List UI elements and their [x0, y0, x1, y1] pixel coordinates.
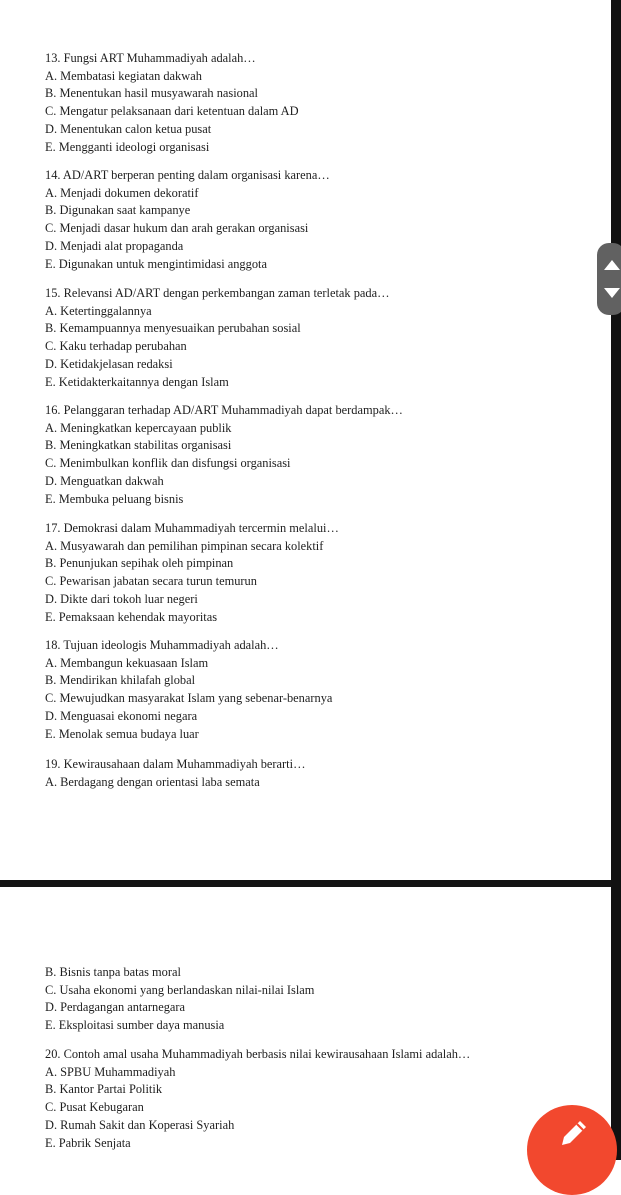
option-e: E. Digunakan untuk mengintimidasi anggota	[45, 256, 267, 271]
option-e: E. Ketidakterkaitannya dengan Islam	[45, 374, 229, 389]
option-c: C. Mengatur pelaksanaan dari ketentuan dalam AD	[45, 104, 299, 119]
page-break-divider	[0, 880, 611, 887]
option-c: C. Menjadi dasar hukum dan arah gerakan organisasi	[45, 221, 309, 236]
option-e: E. Menolak semua budaya luar	[45, 726, 199, 741]
option-a: A. SPBU Muhammadiyah	[45, 1064, 176, 1079]
right-edge-bar	[611, 0, 621, 1160]
option-d: D. Menguasai ekonomi negara	[45, 708, 198, 723]
edit-button[interactable]	[527, 1105, 617, 1195]
option-a: A. Menjadi dokumen dekoratif	[45, 185, 199, 200]
option-b: B. Meningkatkan stabilitas organisasi	[45, 438, 232, 453]
option-c: C. Mewujudkan masyarakat Islam yang sebenar-benarnya	[45, 691, 333, 706]
chevron-up-icon	[604, 260, 620, 270]
option-a: A. Meningkatkan kepercayaan publik	[45, 420, 232, 435]
option-a: A. Ketertinggalannya	[45, 303, 152, 318]
option-b: B. Mendirikan khilafah global	[45, 673, 196, 688]
option-e: E. Membuka peluang bisnis	[45, 491, 184, 506]
question-text: 16. Pelanggaran terhadap AD/ART Muhammadiyah dapat berdampak…	[45, 403, 403, 417]
question-text: 19. Kewirausahaan dalam Muhammadiyah berarti…	[45, 757, 306, 771]
option-a: A. Membatasi kegiatan dakwah	[45, 68, 202, 83]
option-b: B. Penunjukan sepihak oleh pimpinan	[45, 556, 234, 571]
pencil-icon	[556, 1117, 590, 1151]
option-b: B. Bisnis tanpa batas moral	[45, 965, 181, 979]
question-text: 17. Demokrasi dalam Muhammadiyah tercermin melalui…	[45, 521, 339, 535]
option-b: B. Kantor Partai Politik	[45, 1082, 163, 1097]
option-d: D. Menjadi alat propaganda	[45, 238, 184, 253]
option-a: A. Musyawarah dan pemilihan pimpinan secara kolektif	[45, 538, 324, 553]
option-d: D. Rumah Sakit dan Koperasi Syariah	[45, 1117, 235, 1132]
option-c: C. Pewarisan jabatan secara turun temurun	[45, 574, 257, 589]
question-19	[45, 756, 605, 791]
question-16	[45, 402, 605, 508]
scroll-handle[interactable]	[597, 243, 621, 315]
option-a: A. Membangun kekuasaan Islam	[45, 655, 209, 670]
option-c: C. Usaha ekonomi yang berlandaskan nilai-nilai Islam	[45, 982, 315, 997]
option-d: D. Menguatkan dakwah	[45, 473, 164, 488]
option-e: E. Mengganti ideologi organisasi	[45, 139, 210, 154]
option-c: C. Pusat Kebugaran	[45, 1100, 144, 1115]
option-d: D. Menentukan calon ketua pusat	[45, 121, 212, 136]
option-e: E. Eksploitasi sumber daya manusia	[45, 1018, 225, 1033]
option-c: C. Kaku terhadap perubahan	[45, 339, 187, 354]
question-text: 14. AD/ART berperan penting dalam organisasi karena…	[45, 168, 330, 182]
question-19-continued	[45, 964, 605, 1035]
option-d: D. Perdagangan antarnegara	[45, 1000, 186, 1015]
question-14	[45, 167, 605, 273]
option-b: B. Digunakan saat kampanye	[45, 203, 191, 218]
option-e: E. Pabrik Senjata	[45, 1135, 131, 1150]
question-text: 15. Relevansi AD/ART dengan perkembangan zaman terletak pada…	[45, 286, 390, 300]
question-15	[45, 285, 605, 391]
question-13	[45, 50, 605, 156]
option-e: E. Pemaksaan kehendak mayoritas	[45, 609, 218, 624]
option-d: D. Ketidakjelasan redaksi	[45, 356, 173, 371]
option-c: C. Menimbulkan konflik dan disfungsi organisasi	[45, 456, 291, 471]
question-18	[45, 637, 605, 743]
option-a: A. Berdagang dengan orientasi laba semata	[45, 774, 260, 789]
question-text: 13. Fungsi ART Muhammadiyah adalah…	[45, 51, 256, 65]
option-d: D. Dikte dari tokoh luar negeri	[45, 591, 198, 606]
question-text: 18. Tujuan ideologis Muhammadiyah adalah…	[45, 638, 279, 652]
chevron-down-icon	[604, 288, 620, 298]
question-17	[45, 520, 605, 626]
option-b: B. Kemampuannya menyesuaikan perubahan sosial	[45, 321, 301, 336]
question-text: 20. Contoh amal usaha Muhammadiyah berbasis nilai kewirausahaan Islami adalah…	[45, 1047, 471, 1061]
question-20	[45, 1046, 605, 1152]
option-b: B. Menentukan hasil musyawarah nasional	[45, 86, 259, 101]
